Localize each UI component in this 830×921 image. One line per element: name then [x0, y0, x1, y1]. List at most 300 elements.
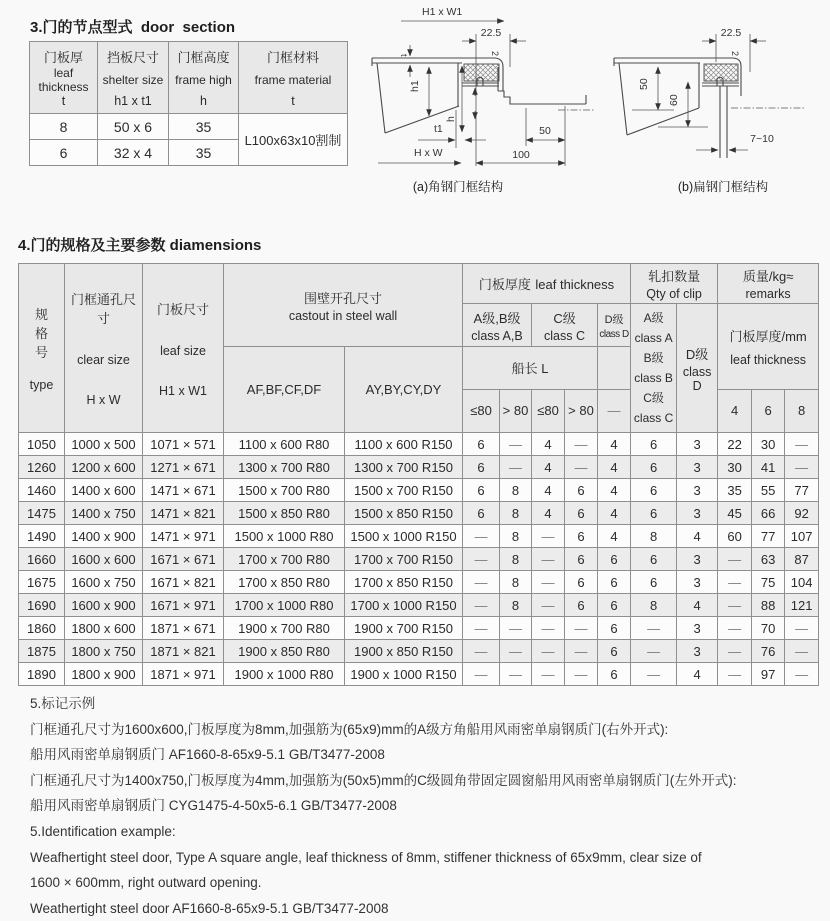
spec-cell: 3 — [677, 571, 718, 594]
spec-cell: 3 — [677, 640, 718, 663]
spec-header-row-1 — [19, 264, 819, 304]
spec-cell: 4 — [532, 433, 565, 456]
spec-cell: 1500 x 850 R80 — [224, 502, 345, 525]
door-section-row — [30, 114, 348, 140]
spec-cell: — — [532, 663, 565, 686]
header-ship-length — [463, 347, 598, 390]
spec-cell: 1800 x 750 — [65, 640, 143, 663]
spec-cell: 1700 x 850 R150 — [345, 571, 463, 594]
spec-cell: 1800 x 600 — [65, 617, 143, 640]
header-weight-en: remarks — [745, 287, 791, 301]
spec-cell: — — [500, 617, 532, 640]
dim-label-h1w1: H1 x W1 — [422, 6, 463, 18]
spec-cell: 1875 — [19, 640, 65, 663]
spec-cell: — — [500, 456, 532, 479]
spec-table-row — [19, 433, 819, 456]
dim-label-hxw: H x W — [414, 147, 443, 159]
spec-cell: 87 — [785, 548, 819, 571]
dim-label-50: 50 — [638, 78, 650, 90]
spec-cell: 6 — [565, 548, 598, 571]
dim-label-2: 2 — [730, 51, 740, 57]
spec-cell: 1600 x 600 — [65, 548, 143, 571]
spec-cell: — — [463, 571, 500, 594]
section5-line-en: Weafhertight steel door, Type A square angle, leaf thickness of 8mm, stiffener thickness of 65x9mm, clear size of — [30, 849, 702, 865]
spec-cell: — — [500, 433, 532, 456]
header-type-char: 号 — [34, 344, 48, 360]
header-class-d — [598, 304, 631, 347]
spec-cell: — — [463, 548, 500, 571]
spec-cell: 1100 x 600 R150 — [345, 433, 463, 456]
header-clear-size — [65, 264, 143, 433]
spec-cell: 3 — [677, 502, 718, 525]
header-castout-sub1 — [224, 347, 345, 433]
spec-cell: 121 — [785, 594, 819, 617]
spec-cell: 6 — [565, 594, 598, 617]
cell-thickness: 8 — [30, 114, 98, 140]
header-clip-d-zh: D级 — [685, 346, 709, 362]
header-castout-en: castout in steel wall — [288, 308, 398, 323]
spec-cell: 1671 × 971 — [143, 594, 224, 617]
spec-cell: — — [785, 663, 819, 686]
spec-cell: 1700 x 700 R80 — [224, 548, 345, 571]
spec-cell: 1271 × 671 — [143, 456, 224, 479]
dim-label-h1: h1 — [409, 80, 421, 92]
spec-table-row — [19, 594, 819, 617]
section5-line-en: 1600 × 600mm, right outward opening. — [30, 875, 262, 891]
header-thickness-en: leaf thickness — [535, 276, 615, 292]
spec-cell: — — [718, 640, 752, 663]
spec-cell: — — [500, 663, 532, 686]
drawing-a-caption: (a)角钢门框结构 — [412, 180, 504, 194]
header-weight-sub-zh: 门板厚度/mm — [729, 329, 807, 344]
spec-cell: 4 — [598, 502, 631, 525]
spec-cell: 1500 x 1000 R150 — [345, 525, 463, 548]
clip-abc-line: C级 — [643, 391, 664, 405]
flat-steel-frame-drawing — [596, 0, 830, 200]
dash-label: — — [607, 403, 621, 418]
spec-cell: 4 — [532, 456, 565, 479]
header-le80 — [463, 390, 500, 433]
spec-cell: 77 — [752, 525, 785, 548]
spec-cell: 1700 x 1000 R80 — [224, 594, 345, 617]
spec-cell: 22 — [718, 433, 752, 456]
header-class-ab-zh: A级,B级 — [473, 310, 521, 326]
spec-table-row — [19, 525, 819, 548]
clip-abc-line: class A — [634, 331, 673, 345]
header-frame-high — [169, 42, 239, 114]
spec-cell: 6 — [598, 617, 631, 640]
header-leaf-thickness-en: leaf thickness — [38, 66, 89, 94]
header-shelter-size-sym: h1 x t1 — [114, 94, 152, 108]
cell-frame-high: 35 — [169, 140, 239, 166]
spec-cell: — — [565, 617, 598, 640]
door-section-table — [29, 41, 348, 166]
spec-table-row — [19, 548, 819, 571]
header-shelter-size-zh: 挡板尺寸 — [106, 50, 159, 65]
spec-cell: 30 — [752, 433, 785, 456]
ship-length-label: 船长 L — [511, 361, 549, 376]
header-clear-zh: 门框通孔尺寸 — [70, 292, 136, 326]
cell-frame-material: L100x63x10割制 — [239, 114, 348, 166]
spec-cell: 1675 — [19, 571, 65, 594]
spec-cell: 55 — [752, 479, 785, 502]
header-leaf-thickness-sym: t — [61, 94, 66, 108]
dim-label-100: 100 — [512, 149, 530, 161]
header-class-c — [532, 304, 598, 347]
header-le80 — [532, 390, 565, 433]
spec-cell: 1860 — [19, 617, 65, 640]
spec-cell: — — [532, 571, 565, 594]
header-castout-zh: 围壁开孔尺寸 — [304, 290, 383, 306]
spec-cell: 1700 x 700 R150 — [345, 548, 463, 571]
spec-cell: 8 — [500, 594, 532, 617]
spec-cell: 4 — [598, 525, 631, 548]
spec-cell: — — [785, 456, 819, 479]
angle-steel-frame-drawing — [358, 0, 598, 200]
spec-cell: — — [718, 594, 752, 617]
spec-cell: 4 — [677, 525, 718, 548]
spec-cell: 70 — [752, 617, 785, 640]
spec-cell: 6 — [631, 456, 677, 479]
weight-col-label: 4 — [730, 403, 739, 418]
spec-cell: 4 — [598, 479, 631, 502]
spec-table-body — [19, 433, 819, 686]
spec-cell: 1871 × 671 — [143, 617, 224, 640]
section4-title: 4.门的规格及主要参数 diamensions — [18, 237, 262, 254]
spec-cell: 1671 × 671 — [143, 548, 224, 571]
gasket-hatch — [704, 64, 738, 81]
clip-abc-line: A级 — [643, 311, 664, 325]
gt80-label: > 80 — [568, 403, 594, 418]
spec-cell: 1600 x 900 — [65, 594, 143, 617]
spec-cell: 6 — [598, 640, 631, 663]
spec-cell: 75 — [752, 571, 785, 594]
weight-col-label: 8 — [797, 403, 806, 418]
header-class-ab-en: class A,B — [471, 328, 523, 343]
spec-cell: — — [718, 663, 752, 686]
header-class-d-spacer — [598, 347, 631, 390]
header-castout — [224, 264, 463, 347]
spec-table-row — [19, 640, 819, 663]
spec-cell: 1050 — [19, 433, 65, 456]
spec-cell: 1900 x 700 R80 — [224, 617, 345, 640]
header-clip-group — [631, 264, 718, 304]
header-frame-material — [239, 42, 348, 114]
spec-cell: 6 — [598, 548, 631, 571]
gt80-label: > 80 — [502, 403, 529, 418]
spec-cell: 1400 x 600 — [65, 479, 143, 502]
spec-table-row — [19, 502, 819, 525]
header-frame-material-en: frame material — [254, 73, 332, 87]
door-section-header-row — [30, 42, 348, 114]
spec-cell: — — [631, 640, 677, 663]
le80-label: ≤80 — [470, 403, 492, 418]
spec-cell: 6 — [463, 502, 500, 525]
gasket-hatch — [464, 64, 499, 81]
spec-cell: 1500 x 700 R150 — [345, 479, 463, 502]
spec-cell: — — [463, 594, 500, 617]
section5-line-en: Weathertight steel door AF1660-8-65x9-5.1 GB/T3477-2008 — [30, 900, 389, 916]
spec-cell: 6 — [565, 525, 598, 548]
spec-cell: 6 — [631, 433, 677, 456]
spec-cell: 66 — [752, 502, 785, 525]
spec-cell: 76 — [752, 640, 785, 663]
header-class-c-en: class C — [544, 328, 585, 343]
header-leaf-en: leaf size — [160, 343, 206, 358]
cell-shelter: 50 x 6 — [98, 114, 169, 140]
dim-label-7-10: 7~10 — [750, 133, 774, 145]
header-weight-group — [718, 264, 819, 304]
spec-cell: 8 — [500, 548, 532, 571]
header-type-en: type — [29, 377, 54, 392]
header-weight-zh: 质量/kg≈ — [742, 269, 794, 284]
spec-cell: 6 — [631, 571, 677, 594]
spec-cell: 3 — [677, 433, 718, 456]
header-weight-sub-en: leaf thickness — [730, 353, 806, 367]
spec-cell: 45 — [718, 502, 752, 525]
header-class-c-zh: C级 — [553, 310, 576, 326]
spec-cell: 1900 x 1000 R80 — [224, 663, 345, 686]
castout-sub2-label: AY,BY,CY,DY — [365, 381, 442, 397]
spec-cell: 1871 × 821 — [143, 640, 224, 663]
header-leaf-size — [143, 264, 224, 433]
spec-cell: — — [785, 433, 819, 456]
spec-cell: — — [463, 663, 500, 686]
header-frame-material-zh: 门框材料 — [266, 50, 319, 65]
header-leaf-thickness — [30, 42, 98, 114]
spec-cell: 6 — [565, 571, 598, 594]
spec-cell: 1500 x 700 R80 — [224, 479, 345, 502]
cell-thickness: 6 — [30, 140, 98, 166]
header-clear-sym: H x W — [86, 393, 121, 407]
spec-cell: 1871 × 971 — [143, 663, 224, 686]
spec-cell: 1900 x 850 R150 — [345, 640, 463, 663]
spec-cell: — — [565, 433, 598, 456]
header-class-d-en: class D — [599, 328, 629, 340]
dim-label-22-5: 22.5 — [480, 27, 502, 39]
spec-cell: — — [532, 617, 565, 640]
header-clear-en: clear size — [77, 353, 130, 367]
spec-cell: 6 — [631, 548, 677, 571]
spec-cell: 1900 x 700 R150 — [345, 617, 463, 640]
spec-cell: 8 — [500, 479, 532, 502]
clip-abc-line: class C — [633, 411, 674, 425]
dimension-lines — [632, 27, 774, 150]
spec-cell: 6 — [598, 663, 631, 686]
spec-cell: — — [785, 640, 819, 663]
header-clip-zh: 轧扣数量 — [648, 269, 701, 284]
spec-cell: — — [565, 640, 598, 663]
spec-cell: — — [565, 456, 598, 479]
spec-table-row — [19, 479, 819, 502]
spec-cell: 1071 × 571 — [143, 433, 224, 456]
section5-line-zh: 船用风雨密单扇钢质门 CYG1475-4-50x5-6.1 GB/T3477-2008 — [30, 798, 397, 814]
section5-line-zh: 船用风雨密单扇钢质门 AF1660-8-65x9-5.1 GB/T3477-2008 — [30, 747, 385, 763]
spec-cell: 4 — [532, 502, 565, 525]
spec-cell: 1700 x 1000 R150 — [345, 594, 463, 617]
spec-cell: — — [631, 617, 677, 640]
spec-cell: 1800 x 900 — [65, 663, 143, 686]
spec-cell: 6 — [463, 479, 500, 502]
spec-cell: 3 — [677, 456, 718, 479]
spec-cell: 1700 x 850 R80 — [224, 571, 345, 594]
spec-cell: 104 — [785, 571, 819, 594]
header-shelter-size — [98, 42, 169, 114]
spec-cell: 1671 × 821 — [143, 571, 224, 594]
spec-cell: 8 — [500, 571, 532, 594]
spec-cell: — — [463, 617, 500, 640]
spec-cell: 1475 — [19, 502, 65, 525]
spec-cell: 1500 x 1000 R80 — [224, 525, 345, 548]
spec-cell: — — [532, 594, 565, 617]
weight-col-label: 6 — [764, 403, 772, 418]
spec-cell: 1200 x 600 — [65, 456, 143, 479]
spec-table-row — [19, 663, 819, 686]
castout-sub1-label: AF,BF,CF,DF — [246, 381, 322, 397]
spec-cell: — — [565, 663, 598, 686]
spec-cell: 4 — [598, 456, 631, 479]
spec-cell: 8 — [631, 525, 677, 548]
header-type — [19, 264, 65, 433]
header-frame-high-en: frame high — [175, 73, 232, 87]
cell-shelter: 32 x 4 — [98, 140, 169, 166]
spec-table-row — [19, 571, 819, 594]
spec-cell: 4 — [598, 433, 631, 456]
spec-cell: 60 — [718, 525, 752, 548]
section5-line-zh: 门框通孔尺寸为1400x750,门板厚度为4mm,加强筋为(50x5)mm的C级圆角带固定圆窗船用风雨密单扇钢质门(左外开式): — [30, 772, 737, 788]
header-gt80 — [565, 390, 598, 433]
header-weight-6 — [752, 390, 785, 433]
header-type-char: 格 — [34, 325, 48, 341]
spec-cell: 8 — [500, 502, 532, 525]
section5-title-en: 5.Identification example: — [30, 823, 176, 839]
spec-cell: — — [532, 640, 565, 663]
header-leaf-thickness-group — [463, 264, 631, 304]
header-weight-8 — [785, 390, 819, 433]
header-leaf-sym: H1 x W1 — [159, 383, 207, 398]
header-d-dash — [598, 390, 631, 433]
header-class-d-zh: D级 — [604, 313, 624, 326]
spec-cell: — — [631, 663, 677, 686]
header-clip-abc — [631, 304, 677, 433]
dim-label-22-5: 22.5 — [720, 27, 742, 39]
spec-cell: 1900 x 850 R80 — [224, 640, 345, 663]
spec-cell: 1400 x 900 — [65, 525, 143, 548]
spec-cell: 1000 x 500 — [65, 433, 143, 456]
spec-cell: 8 — [631, 594, 677, 617]
spec-cell: — — [532, 525, 565, 548]
dim-label-2: 2 — [490, 51, 500, 57]
spec-cell: 88 — [752, 594, 785, 617]
dim-label-t: t — [399, 54, 409, 57]
spec-cell: 4 — [677, 663, 718, 686]
clip-abc-line: class B — [634, 371, 673, 385]
spec-cell: 35 — [718, 479, 752, 502]
section5-line-zh: 门框通孔尺寸为1600x600,门板厚度为8mm,加强筋为(65x9)mm的A级方角船用风雨密单扇钢质门(右外开式): — [30, 721, 669, 737]
spec-cell: 1300 x 700 R150 — [345, 456, 463, 479]
header-type-char: 规 — [34, 306, 48, 322]
header-gt80 — [500, 390, 532, 433]
spec-cell: — — [463, 525, 500, 548]
dim-label-50: 50 — [539, 125, 551, 137]
spec-cell: 1300 x 700 R80 — [224, 456, 345, 479]
header-thickness-zh: 门板厚度 — [478, 276, 531, 292]
spec-cell: — — [463, 640, 500, 663]
spec-cell: 1500 x 850 R150 — [345, 502, 463, 525]
header-leaf-zh: 门板尺寸 — [156, 301, 209, 317]
spec-cell: 6 — [565, 479, 598, 502]
spec-cell: 6 — [598, 594, 631, 617]
spec-cell: 63 — [752, 548, 785, 571]
spec-cell: 3 — [677, 548, 718, 571]
spec-table-row — [19, 617, 819, 640]
spec-cell: 1660 — [19, 548, 65, 571]
spec-cell: 30 — [718, 456, 752, 479]
header-castout-sub2 — [345, 347, 463, 433]
spec-cell: — — [500, 640, 532, 663]
spec-cell: 4 — [677, 594, 718, 617]
spec-cell: 3 — [677, 617, 718, 640]
dim-label-h: h — [445, 116, 457, 122]
spec-cell: 1890 — [19, 663, 65, 686]
spec-cell: — — [718, 571, 752, 594]
header-clip-d — [677, 304, 718, 433]
header-frame-high-sym: h — [200, 94, 207, 108]
spec-cell: 97 — [752, 663, 785, 686]
spec-cell: 1471 × 671 — [143, 479, 224, 502]
dim-label-t1: t1 — [434, 123, 443, 135]
spec-cell: 4 — [532, 479, 565, 502]
header-frame-material-sym: t — [291, 94, 295, 108]
identification-examples — [30, 691, 822, 921]
section5-title-zh: 5.标记示例 — [30, 696, 96, 711]
spec-cell: 1600 x 750 — [65, 571, 143, 594]
dim-label-60: 60 — [668, 94, 680, 106]
spec-cell: 1471 × 821 — [143, 502, 224, 525]
spec-cell: 77 — [785, 479, 819, 502]
spec-cell: 1490 — [19, 525, 65, 548]
section3-title: 3.门的节点型式 door section — [30, 19, 236, 36]
spec-cell: 1471 × 971 — [143, 525, 224, 548]
spec-cell: — — [718, 548, 752, 571]
header-clip-d-en: class D — [682, 364, 712, 393]
header-leaf-thickness-zh: 门板厚 — [43, 50, 83, 65]
spec-cell: 1100 x 600 R80 — [224, 433, 345, 456]
header-weight-sub — [718, 304, 819, 390]
header-weight-4 — [718, 390, 752, 433]
drawing-b-caption: (b)扁钢门框结构 — [677, 180, 769, 194]
spec-cell: 1690 — [19, 594, 65, 617]
spec-cell: — — [718, 617, 752, 640]
specifications-table — [18, 263, 819, 686]
spec-cell: 1460 — [19, 479, 65, 502]
spec-cell: 41 — [752, 456, 785, 479]
spec-cell: 6 — [598, 571, 631, 594]
clip-abc-line: B级 — [643, 351, 664, 365]
header-shelter-size-en: shelter size — [102, 73, 164, 87]
header-class-ab — [463, 304, 532, 347]
spec-table-row — [19, 456, 819, 479]
spec-cell: 8 — [500, 525, 532, 548]
spec-cell: 6 — [631, 479, 677, 502]
spec-cell: 92 — [785, 502, 819, 525]
spec-cell: 1400 x 750 — [65, 502, 143, 525]
spec-cell: 6 — [463, 456, 500, 479]
spec-cell: 6 — [565, 502, 598, 525]
spec-cell: 1900 x 1000 R150 — [345, 663, 463, 686]
spec-cell: 107 — [785, 525, 819, 548]
le80-label: ≤80 — [537, 403, 559, 418]
